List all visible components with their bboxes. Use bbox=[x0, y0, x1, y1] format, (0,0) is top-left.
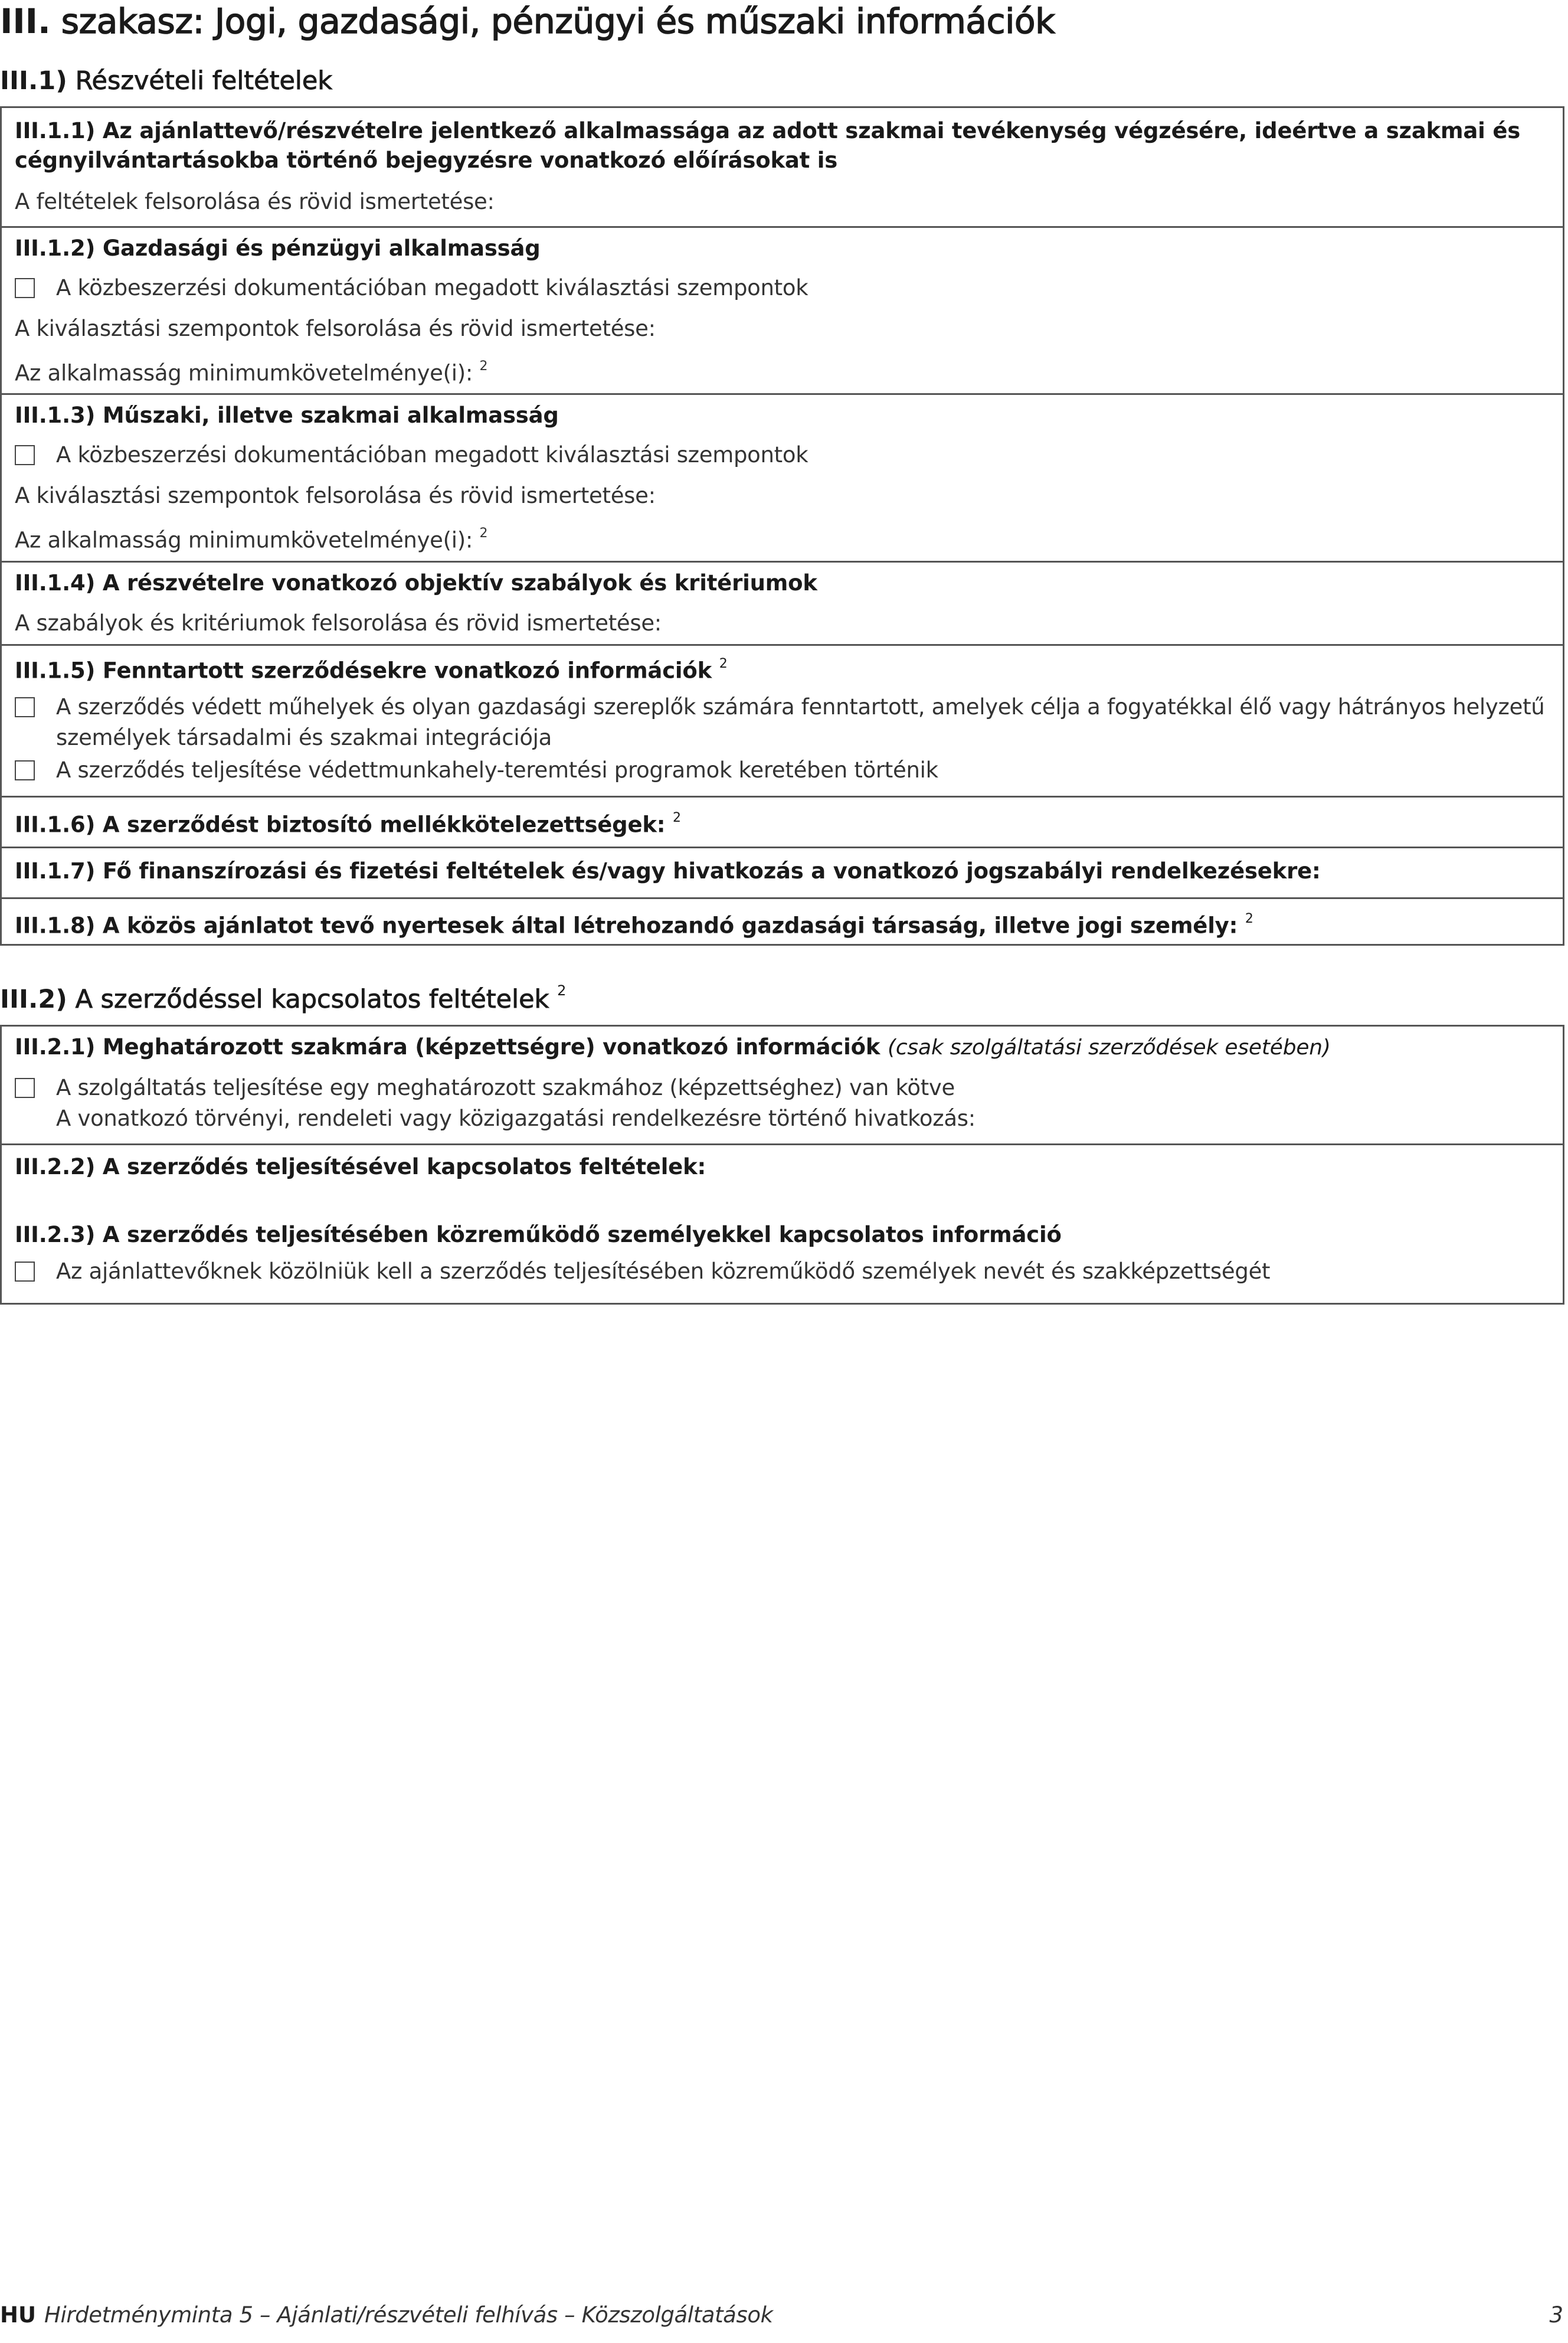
item-heading bbox=[15, 652, 728, 685]
item-heading: III.1.4) A részvételre vonatkozó objektív szabályok és kritériumok bbox=[15, 570, 817, 596]
footnote-ref: 2 bbox=[719, 656, 728, 671]
section-title: Részvételi feltételek bbox=[67, 66, 333, 96]
item-heading: III.1.3) Műszaki, illetve szakmai alkalmasság bbox=[15, 403, 559, 428]
checkbox-label-cont: személyek társadalmi és szakmai integrációja bbox=[56, 725, 552, 750]
checkbox-label: A szolgáltatás teljesítése egy meghatározott szakmához (képzettséghez) van kötve bbox=[56, 1075, 955, 1100]
item-iii-1-1 bbox=[2, 108, 1563, 226]
item-iii-1-3 bbox=[2, 393, 1563, 561]
footnote-ref: 2 bbox=[557, 982, 567, 999]
item-heading-text: III.1.8) A közös ajánlatot tevő nyertesek által létrehozandó gazdasági társaság, illetve jogi személy: bbox=[15, 913, 1238, 939]
item-heading-cont: cégnyilvántartásokba történő bejegyzésre vonatkozó előírásokat is bbox=[15, 148, 838, 173]
item-heading: III.2.2) A szerződés teljesítésével kapcsolatos feltételek: bbox=[15, 1154, 706, 1179]
item-heading: III.1.2) Gazdasági és pénzügyi alkalmasság bbox=[15, 236, 541, 261]
page-footer bbox=[0, 2302, 773, 2328]
footnote-ref: 2 bbox=[479, 359, 488, 374]
item-text: A feltételek felsorolása és rövid ismertetése: bbox=[15, 189, 495, 214]
checkbox[interactable] bbox=[15, 1078, 35, 1098]
checkbox[interactable] bbox=[15, 1262, 35, 1282]
item-iii-1-6 bbox=[2, 796, 1563, 847]
section-heading-iii-2 bbox=[0, 982, 567, 1014]
item-text: A szabályok és kritériumok felsorolása és rövid ismertetése: bbox=[15, 610, 662, 636]
item-iii-1-8 bbox=[2, 897, 1563, 945]
section-iii-2-box bbox=[0, 1025, 1564, 1305]
page-title-number: III. bbox=[0, 1, 51, 41]
section-iii-1-box bbox=[0, 106, 1564, 946]
item-iii-2-2 bbox=[2, 1143, 1563, 1219]
checkbox-label: A közbeszerzési dokumentációban megadott kiválasztási szempontok bbox=[56, 275, 808, 300]
item-iii-1-7 bbox=[2, 847, 1563, 897]
item-text: A kiválasztási szempontok felsorolása és rövid ismertetése: bbox=[15, 316, 656, 341]
checkbox[interactable] bbox=[15, 760, 35, 780]
item-note: (csak szolgáltatási szerződések esetében) bbox=[887, 1035, 1331, 1060]
page-title bbox=[0, 1, 1055, 41]
checkbox-label: A szerződés védett műhelyek és olyan gazdasági szereplők számára fenntartott, amelyek célja a fogyatékkal élő vagy hátrányos helyzetű bbox=[56, 694, 1545, 720]
checkbox[interactable] bbox=[15, 697, 35, 717]
checkbox-label: A közbeszerzési dokumentációban megadott kiválasztási szempontok bbox=[56, 442, 808, 468]
item-iii-1-4 bbox=[2, 561, 1563, 644]
item-heading: III.1.1) Az ajánlattevő/részvételre jelentkező alkalmassága az adott szakmai tevékenység végzésére, ideértve a szakmai és bbox=[15, 118, 1521, 143]
item-heading-text: III.1.6) A szerződést biztosító mellékkötelezettségek: bbox=[15, 812, 666, 838]
item-heading: III.1.7) Fő finanszírozási és fizetési feltételek és/vagy hivatkozás a vonatkozó jogszabályi rendelkezésekre: bbox=[15, 858, 1321, 884]
section-number: III.2) bbox=[0, 985, 67, 1014]
footnote-ref: 2 bbox=[673, 811, 681, 825]
section-title: A szerződéssel kapcsolatos feltételek bbox=[67, 985, 549, 1014]
item-heading: III.2.3) A szerződés teljesítésében közreműködő személyekkel kapcsolatos információ bbox=[15, 1222, 1062, 1247]
item-heading bbox=[15, 806, 681, 839]
item-iii-1-5 bbox=[2, 644, 1563, 796]
checkbox[interactable] bbox=[15, 278, 35, 298]
item-text: A kiválasztási szempontok felsorolása és rövid ismertetése: bbox=[15, 483, 656, 508]
page-title-text: szakasz: Jogi, gazdasági, pénzügyi és műszaki információk bbox=[50, 1, 1055, 41]
item-heading-text: III.1.5) Fenntartott szerződésekre vonatkozó információk bbox=[15, 658, 712, 684]
item-text-label: Az alkalmasság minimumkövetelménye(i): bbox=[15, 360, 473, 386]
item-iii-1-2 bbox=[2, 226, 1563, 393]
checkbox-label: A szerződés teljesítése védettmunkahely-teremtési programok keretében történik bbox=[56, 757, 938, 783]
footnote-ref: 2 bbox=[479, 526, 488, 541]
footer-language: HU bbox=[0, 2302, 37, 2328]
item-heading-text: III.2.1) Meghatározott szakmára (képzettségre) vonatkozó információk bbox=[15, 1034, 880, 1060]
footer-title: Hirdetményminta 5 – Ajánlati/részvételi felhívás – Közszolgáltatások bbox=[44, 2302, 773, 2328]
item-heading bbox=[15, 907, 1253, 940]
item-iii-2-3 bbox=[2, 1219, 1563, 1303]
checkbox-label: Az ajánlattevőknek közölniük kell a szerződés teljesítésében közreműködő személyek nevét és szakképzettségét bbox=[56, 1259, 1271, 1284]
item-text bbox=[15, 521, 487, 555]
section-number: III.1) bbox=[0, 66, 67, 96]
item-text: A vonatkozó törvényi, rendeleti vagy közigazgatási rendelkezésre történő hivatkozás: bbox=[56, 1106, 976, 1131]
item-text bbox=[15, 354, 487, 388]
item-iii-2-1 bbox=[2, 1027, 1563, 1143]
item-heading bbox=[15, 1032, 1331, 1063]
checkbox[interactable] bbox=[15, 445, 35, 465]
page-number: 3 bbox=[1549, 2302, 1563, 2328]
item-text-label: Az alkalmasság minimumkövetelménye(i): bbox=[15, 527, 473, 553]
footnote-ref: 2 bbox=[1245, 911, 1253, 926]
section-heading-iii-1 bbox=[0, 66, 332, 96]
